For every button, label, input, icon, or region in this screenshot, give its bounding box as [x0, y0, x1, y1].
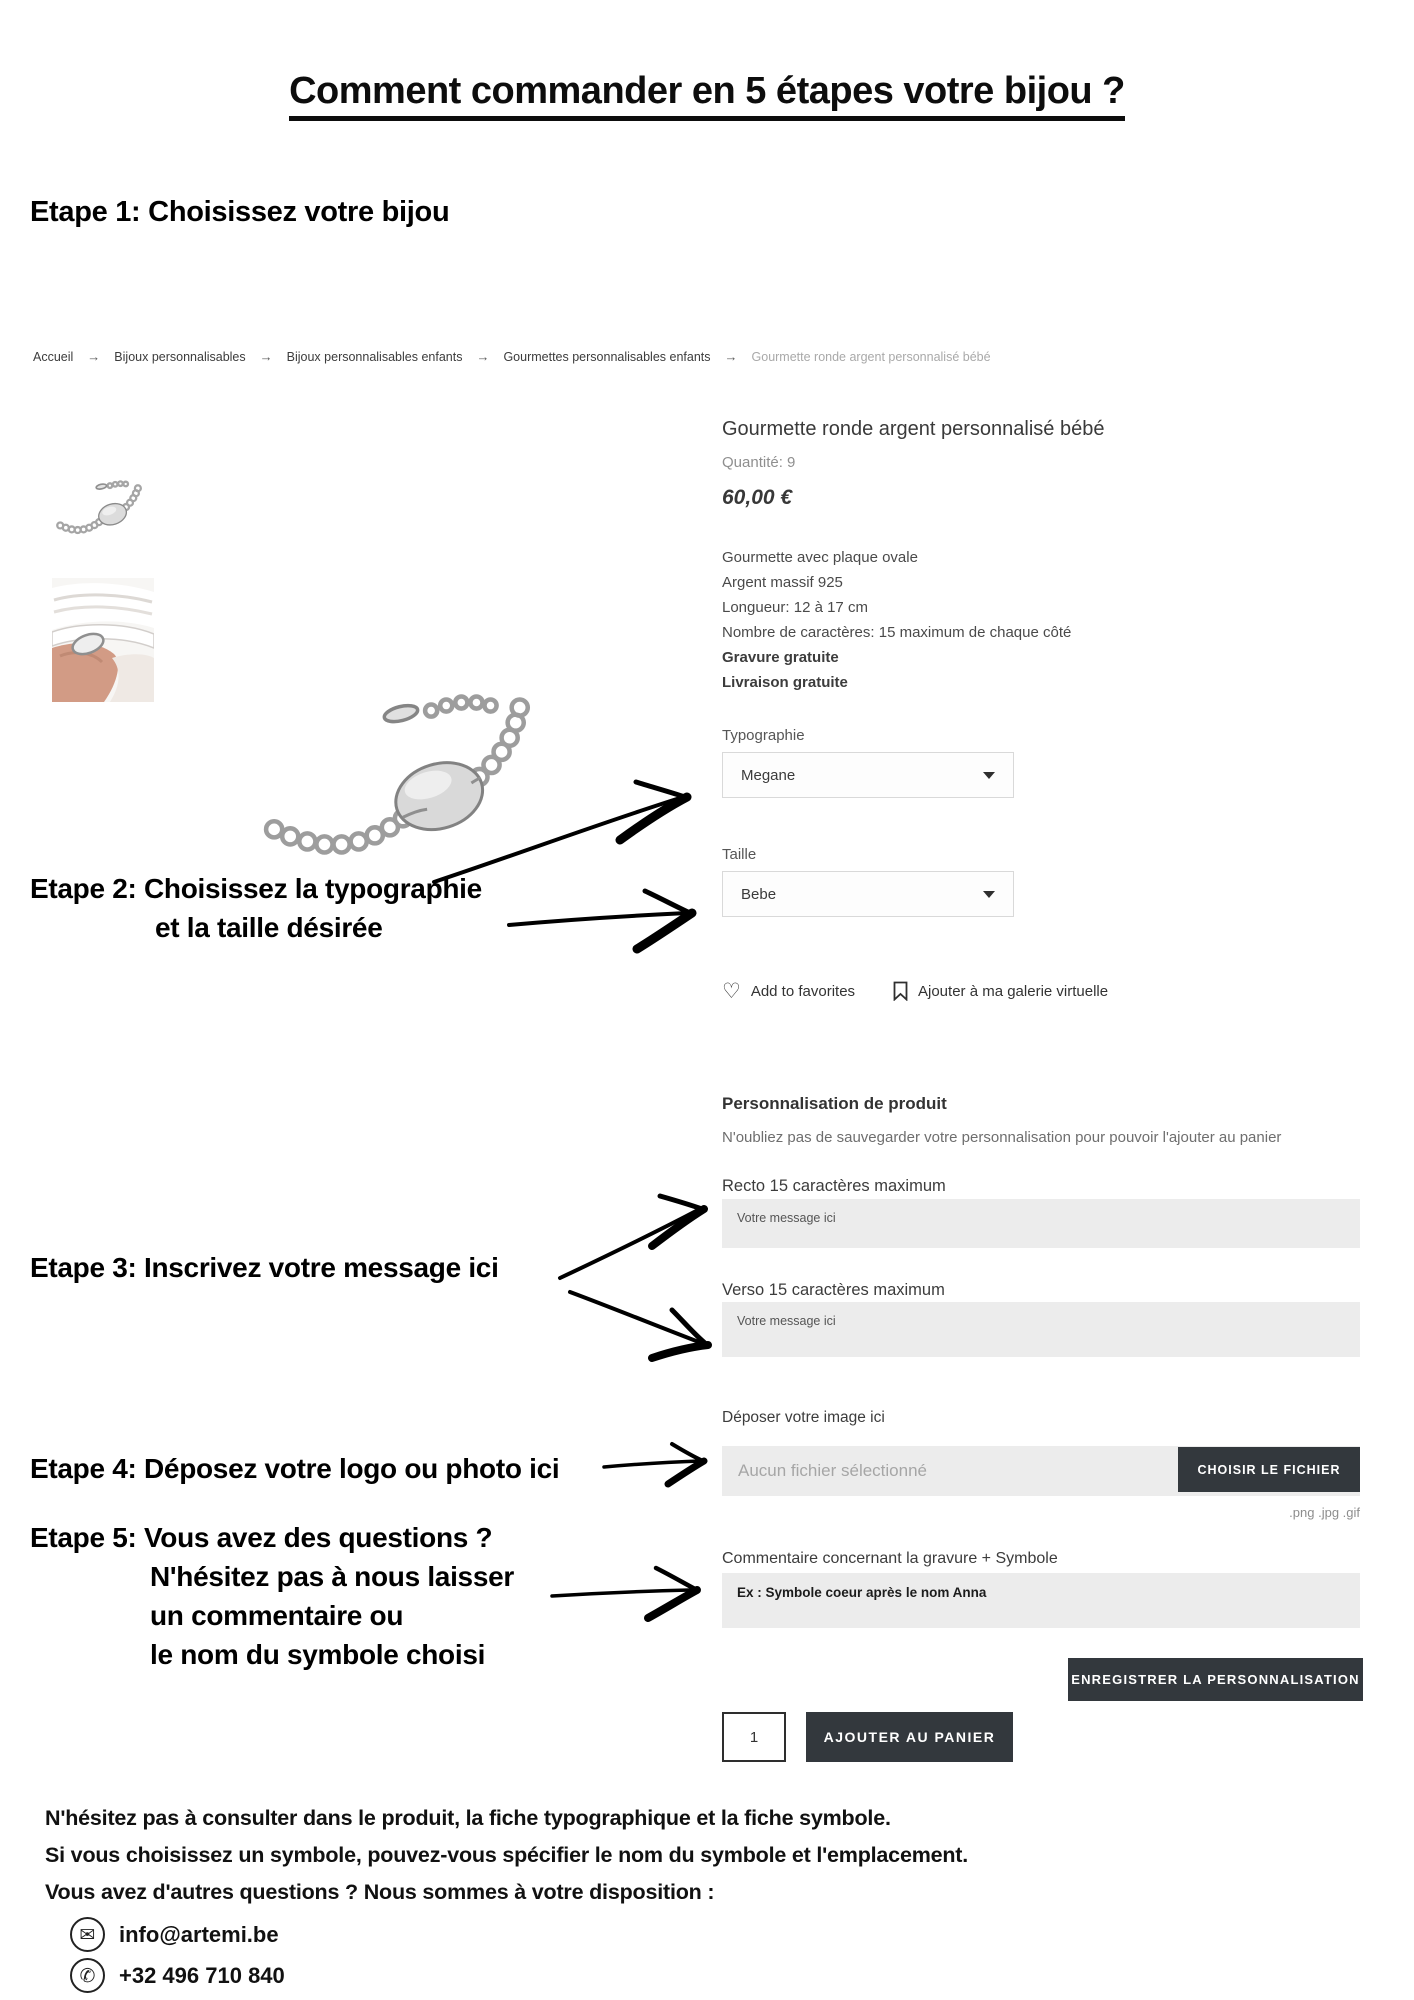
step2-annotation-line2: et la taille désirée	[155, 912, 383, 943]
save-personalization-button[interactable]: ENREGISTRER LA PERSONNALISATION	[1068, 1658, 1363, 1701]
breadcrumb-item-current: Gourmette ronde argent personnalisé bébé	[751, 349, 991, 364]
description-line: Nombre de caractères: 15 maximum de chaque côté	[722, 624, 1072, 641]
step2-annotation-line1: Etape 2: Choisissez la typographie	[30, 873, 482, 904]
description-line-shipping-free: Livraison gratuite	[722, 674, 848, 691]
comment-label: Commentaire concernant la gravure + Symbole	[722, 1550, 1058, 1567]
phone-icon: ✆	[70, 1958, 105, 1993]
step4-annotation: Etape 4: Déposez votre logo ou photo ici	[30, 1453, 560, 1484]
description-line: Argent massif 925	[722, 574, 843, 591]
add-to-favorites-button[interactable]	[722, 981, 855, 1002]
personalization-heading: Personnalisation de produit	[722, 1094, 947, 1113]
step5-annotation-line4: le nom du symbole choisi	[150, 1639, 486, 1670]
add-to-favorites-label: Add to favorites	[750, 983, 856, 1000]
comment-input[interactable]	[722, 1573, 1360, 1628]
bookmark-icon	[893, 981, 908, 1001]
contact-phone[interactable]: +32 496 710 840	[119, 1962, 285, 1988]
product-description	[722, 545, 1071, 695]
description-line: Longueur: 12 à 17 cm	[722, 599, 868, 616]
arrow-to-verso-input	[566, 1284, 716, 1362]
add-to-cart-button[interactable]: AJOUTER AU PANIER	[806, 1712, 1013, 1762]
arrow-to-recto-input	[556, 1192, 714, 1284]
add-to-gallery-label: Ajouter à ma galerie virtuelle	[918, 982, 1109, 1000]
breadcrumb-item-bijoux-enfants[interactable]: Bijoux personnalisables enfants	[286, 349, 463, 364]
verso-label: Verso 15 caractères maximum	[722, 1281, 945, 1299]
image-upload-label: Déposer votre image ici	[722, 1409, 885, 1426]
arrow-to-file-upload	[600, 1440, 712, 1488]
typography-selected-value: Megane	[741, 766, 796, 784]
email-icon: ✉	[70, 1917, 105, 1952]
personalization-note: N'oubliez pas de sauvegarder votre personnalisation pour pouvoir l'ajouter au panier	[722, 1129, 1282, 1146]
product-thumbnail-bracelet[interactable]	[52, 468, 154, 548]
step5-annotation-line3: un commentaire ou	[150, 1600, 404, 1631]
footer-note-line1: N'hésitez pas à consulter dans le produit, la fiche typographique et la fiche symbole.	[45, 1806, 891, 1830]
typography-select[interactable]	[722, 752, 1014, 798]
page-title: Comment commander en 5 étapes votre bijou ?	[0, 70, 1414, 113]
choose-file-button[interactable]: CHOISIR LE FICHIER	[1178, 1447, 1360, 1492]
file-upload-placeholder: Aucun fichier sélectionné	[738, 1461, 928, 1480]
step1-annotation: Etape 1: Choisissez votre bijou	[30, 196, 450, 228]
description-line: Gourmette avec plaque ovale	[722, 549, 918, 566]
breadcrumb-arrow-icon: →	[259, 349, 273, 364]
add-to-gallery-button[interactable]	[893, 981, 1108, 1001]
product-quantity-available: Quantité: 9	[722, 454, 796, 471]
allowed-file-types: .png .jpg .gif	[1289, 1505, 1360, 1520]
breadcrumb-item-accueil[interactable]: Accueil	[33, 349, 74, 364]
breadcrumb-arrow-icon: →	[724, 349, 738, 364]
step3-annotation: Etape 3: Inscrivez votre message ici	[30, 1252, 499, 1283]
contact-phone-row	[70, 1958, 285, 1993]
arrow-to-typography-select	[428, 778, 710, 890]
chevron-down-icon	[983, 772, 995, 779]
typography-label: Typographie	[722, 727, 805, 744]
breadcrumb-arrow-icon: →	[476, 349, 490, 364]
breadcrumb-arrow-icon: →	[87, 349, 101, 364]
size-selected-value: Bebe	[741, 885, 777, 903]
size-select[interactable]	[722, 871, 1014, 917]
contact-email-row	[70, 1917, 279, 1952]
recto-label: Recto 15 caractères maximum	[722, 1177, 946, 1195]
size-label: Taille	[722, 846, 757, 863]
arrow-to-comment-input	[548, 1562, 712, 1624]
footer-note-line2: Si vous choisissez un symbole, pouvez-vous spécifier le nom du symbole et l'emplacement.	[45, 1843, 969, 1867]
heart-icon: ♡	[722, 979, 741, 1003]
description-line-engraving-free: Gravure gratuite	[722, 649, 839, 666]
arrow-to-size-select	[505, 883, 710, 961]
step5-annotation-line2: N'hésitez pas à nous laisser	[150, 1561, 514, 1592]
verso-message-input[interactable]	[722, 1302, 1360, 1357]
contact-email[interactable]: info@artemi.be	[119, 1921, 279, 1947]
recto-message-input[interactable]	[722, 1199, 1360, 1248]
product-thumbnail-baby[interactable]	[52, 578, 154, 702]
breadcrumb-item-bijoux-personnalisables[interactable]: Bijoux personnalisables	[114, 349, 246, 364]
quantity-input[interactable]	[722, 1712, 786, 1762]
breadcrumb-item-gourmettes-enfants[interactable]: Gourmettes personnalisables enfants	[503, 349, 711, 364]
product-price: 60,00 €	[722, 486, 793, 509]
breadcrumb	[33, 349, 991, 364]
chevron-down-icon	[983, 891, 995, 898]
step5-annotation-line1: Etape 5: Vous avez des questions ?	[30, 1522, 493, 1553]
file-upload-field[interactable]	[722, 1446, 1360, 1496]
product-title: Gourmette ronde argent personnalisé bébé	[722, 418, 1105, 440]
footer-note-line3: Vous avez d'autres questions ? Nous sommes à votre disposition :	[45, 1880, 715, 1904]
